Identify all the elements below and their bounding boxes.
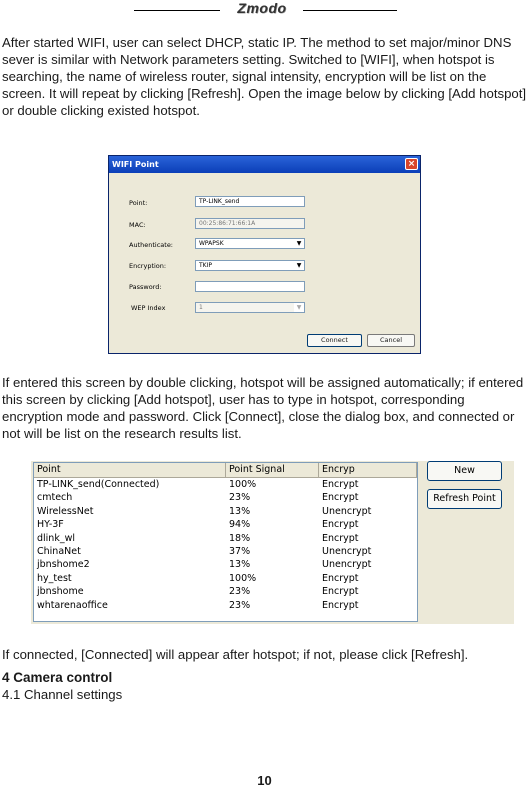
table-row[interactable] xyxy=(34,518,417,531)
row-signal: 18% xyxy=(229,532,251,544)
hotspot-list-panel xyxy=(31,461,514,624)
mac-field: 00:25:86:71:66:1A xyxy=(195,218,305,229)
column-header-point[interactable]: Point xyxy=(34,463,226,477)
row-signal: 23% xyxy=(229,599,251,611)
section-subheading: 4.1 Channel settings xyxy=(2,687,123,702)
section-heading: 4 Camera control xyxy=(2,670,113,685)
row-point: hy_test xyxy=(37,572,72,584)
authenticate-select[interactable] xyxy=(195,238,305,249)
row-encryp: Encrypt xyxy=(322,519,359,531)
row-point: WirelessNet xyxy=(37,505,94,517)
table-row[interactable] xyxy=(34,532,417,545)
encryption-select[interactable] xyxy=(195,260,305,271)
brand-logo: Zmodo xyxy=(237,0,287,16)
page-number: 10 xyxy=(257,773,272,788)
row-encryp: Encrypt xyxy=(322,586,359,598)
connected-note-paragraph: If connected, [Connected] will appear after hotspot; if not, please click [Refresh]. xyxy=(2,647,469,662)
password-label: Password: xyxy=(129,283,162,291)
table-row[interactable] xyxy=(34,572,417,585)
mac-label: MAC: xyxy=(129,221,146,229)
point-input[interactable]: TP-LINK_send xyxy=(195,196,305,207)
column-header-encryp[interactable]: Encryp xyxy=(319,463,417,477)
row-point: jbnshome2 xyxy=(37,559,90,571)
refresh-point-button[interactable]: Refresh Point xyxy=(427,489,502,509)
table-row[interactable] xyxy=(34,478,417,491)
point-label: Point: xyxy=(129,199,148,207)
row-signal: 100% xyxy=(229,572,257,584)
encryption-value: TKIP xyxy=(199,262,212,269)
cancel-button[interactable]: Cancel xyxy=(367,334,415,347)
chevron-down-icon: ▼ xyxy=(294,303,304,312)
row-encryp: Encrypt xyxy=(322,532,359,544)
row-point: jbnshome xyxy=(37,586,84,598)
row-encryp: Encrypt xyxy=(322,492,359,504)
chevron-down-icon[interactable]: ▼ xyxy=(294,239,304,248)
row-signal: 100% xyxy=(229,479,257,490)
new-button[interactable]: New xyxy=(427,461,502,481)
row-point: whtarenaoffice xyxy=(37,599,108,611)
row-point: dlink_wl xyxy=(37,532,75,544)
password-input[interactable] xyxy=(195,281,305,292)
encryption-label: Encryption: xyxy=(129,262,167,270)
connect-button[interactable]: Connect xyxy=(307,334,362,347)
row-point: ChinaNet xyxy=(37,546,81,557)
intro-paragraph: After started WIFI, user can select DHCP, static IP. The method to set major/minor DNS sever is similar with Network parameters setting. Switched to [WIFI], when hotspot is searching, the name of wireless router, signal intensity, encryption will be list on the screen. It will repeat by clicking [Refresh]. Open the image below by clicking [Add hotspot] or double clicking existed hotspot. xyxy=(2,35,527,118)
row-signal: 94% xyxy=(229,519,251,531)
row-signal: 37% xyxy=(229,546,251,557)
authenticate-label: Authenticate: xyxy=(129,241,174,249)
wifi-point-dialog xyxy=(108,155,421,354)
table-row[interactable] xyxy=(34,599,417,612)
row-signal: 23% xyxy=(229,586,251,598)
row-encryp: Unencrypt xyxy=(322,546,372,557)
dialog-explanation-paragraph: If entered this screen by double clicking, hotspot will be assigned automatically; if entered this screen by clicking [Add hotspot], user has to type in hotspot, corresponding encryption mode and password. Click [Connect], close the dialog box, and connected or not will be list on the research results list. xyxy=(2,375,524,441)
dialog-titlebar xyxy=(109,156,420,173)
authenticate-value: WPAPSK xyxy=(199,240,224,247)
wep-index-label: WEP Index xyxy=(131,304,166,312)
chevron-down-icon[interactable]: ▼ xyxy=(294,261,304,270)
dialog-title: WIFI Point xyxy=(112,160,159,169)
table-row[interactable] xyxy=(34,491,417,504)
row-encryp: Encrypt xyxy=(322,479,359,490)
table-row[interactable] xyxy=(34,545,417,558)
list-header xyxy=(34,463,417,478)
column-header-signal[interactable]: Point Signal xyxy=(226,463,319,477)
hotspot-list[interactable] xyxy=(33,462,418,622)
wep-index-value: 1 xyxy=(199,304,203,311)
table-row[interactable] xyxy=(34,585,417,598)
row-encryp: Encrypt xyxy=(322,599,359,611)
row-signal: 13% xyxy=(229,559,251,571)
header-rule-left xyxy=(134,10,220,11)
row-encryp: Unencrypt xyxy=(322,505,372,517)
row-encryp: Unencrypt xyxy=(322,559,372,571)
row-point: cmtech xyxy=(37,492,73,504)
row-point: TP-LINK_send(Connected) xyxy=(37,479,160,490)
header-rule-right xyxy=(303,10,397,11)
table-row[interactable] xyxy=(34,505,417,518)
wep-index-select xyxy=(195,302,305,313)
row-encryp: Encrypt xyxy=(322,572,359,584)
row-signal: 23% xyxy=(229,492,251,504)
table-row[interactable] xyxy=(34,558,417,571)
close-icon[interactable]: × xyxy=(405,158,418,170)
row-signal: 13% xyxy=(229,505,251,517)
row-point: HY-3F xyxy=(37,519,64,531)
